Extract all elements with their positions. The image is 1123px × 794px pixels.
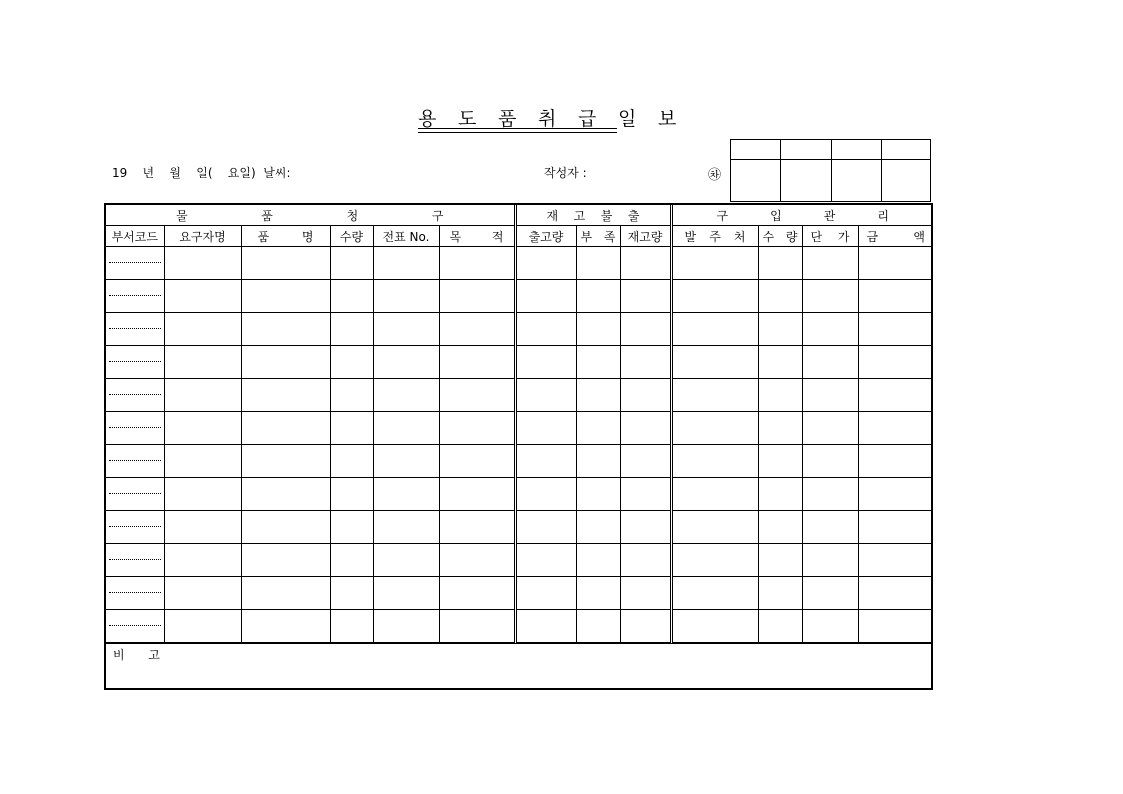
dept-code-cell[interactable] [106, 577, 164, 610]
table-cell[interactable] [620, 511, 671, 544]
table-cell[interactable] [439, 610, 515, 643]
table-row [106, 577, 933, 610]
approval-title-cell [832, 140, 882, 160]
title-char: 도 [458, 108, 477, 130]
table-cell[interactable] [241, 379, 330, 412]
table-cell[interactable] [515, 346, 576, 379]
group-header-row [106, 205, 933, 226]
table-cell[interactable] [620, 478, 671, 511]
table-row [106, 544, 933, 577]
dotted-divider [109, 625, 161, 626]
table-cell[interactable] [858, 247, 933, 280]
table-cell[interactable] [620, 313, 671, 346]
title-char: 품 [498, 108, 517, 130]
report-sheet [104, 203, 933, 690]
table-cell[interactable] [576, 577, 620, 610]
dept-code-cell[interactable] [106, 511, 164, 544]
table-cell[interactable] [671, 280, 758, 313]
table-cell[interactable] [330, 346, 373, 379]
approval-sign-cell[interactable] [832, 160, 882, 201]
table-cell[interactable] [515, 478, 576, 511]
dept-code-cell[interactable] [106, 247, 164, 280]
dept-code-cell[interactable] [106, 610, 164, 643]
approval-sign-cell[interactable] [882, 160, 930, 201]
table-cell[interactable] [515, 610, 576, 643]
table-cell[interactable] [241, 280, 330, 313]
table-cell[interactable] [241, 478, 330, 511]
table-cell[interactable] [164, 478, 241, 511]
col-amount [858, 226, 933, 247]
table-cell[interactable] [164, 379, 241, 412]
col-char: 가 [837, 229, 850, 244]
table-cell[interactable] [515, 379, 576, 412]
group-request [106, 205, 515, 226]
table-cell[interactable] [439, 412, 515, 445]
table-cell[interactable] [241, 511, 330, 544]
table-cell[interactable] [373, 478, 439, 511]
approval-sign-cell[interactable] [731, 160, 781, 201]
col-unit-price [802, 226, 858, 247]
table-cell[interactable] [373, 247, 439, 280]
dept-code-cell[interactable] [106, 445, 164, 478]
col-purpose [439, 226, 515, 247]
table-cell[interactable] [858, 610, 933, 643]
table-cell[interactable] [373, 313, 439, 346]
col-char: 발 [684, 229, 697, 244]
table-cell[interactable] [164, 247, 241, 280]
col-supplier [671, 226, 758, 247]
table-cell[interactable] [515, 445, 576, 478]
table-cell[interactable] [576, 511, 620, 544]
title-char: 급 [578, 108, 597, 130]
table-cell[interactable] [758, 280, 802, 313]
table-cell[interactable] [576, 346, 620, 379]
table-cell[interactable] [802, 379, 858, 412]
approval-sign-cell[interactable] [781, 160, 832, 201]
table-cell[interactable] [576, 313, 620, 346]
table-cell[interactable] [802, 247, 858, 280]
table-cell[interactable] [620, 379, 671, 412]
dotted-divider [109, 526, 161, 527]
approval-title-cell [781, 140, 832, 160]
table-cell[interactable] [164, 346, 241, 379]
table-cell[interactable] [620, 577, 671, 610]
table-cell[interactable] [515, 247, 576, 280]
dept-code-cell[interactable] [106, 346, 164, 379]
seal-mark: ㉷ [708, 168, 722, 183]
table-cell[interactable] [241, 346, 330, 379]
table-cell[interactable] [802, 478, 858, 511]
table-row [106, 511, 933, 544]
column-header-row [106, 226, 933, 247]
table-cell[interactable] [330, 610, 373, 643]
group-char: 출 [627, 208, 640, 223]
dotted-divider [109, 592, 161, 593]
col-char: 량 [785, 229, 798, 244]
table-cell[interactable] [330, 280, 373, 313]
col-char: 액 [913, 229, 926, 244]
table-cell[interactable] [758, 313, 802, 346]
table-cell[interactable] [164, 511, 241, 544]
approval-title-cell [731, 140, 781, 160]
table-cell[interactable] [373, 544, 439, 577]
col-out-qty: 출고량 [515, 226, 576, 247]
table-row [106, 445, 933, 478]
table-cell[interactable] [164, 445, 241, 478]
table-cell[interactable] [576, 610, 620, 643]
title-char: 취 [538, 108, 557, 130]
table-cell[interactable] [164, 280, 241, 313]
table-row [106, 247, 933, 280]
table-cell[interactable] [164, 544, 241, 577]
col-char: 부 [580, 229, 593, 244]
table-cell[interactable] [758, 445, 802, 478]
table-cell[interactable] [241, 544, 330, 577]
table-cell[interactable] [330, 412, 373, 445]
col-char: 처 [733, 229, 746, 244]
table-cell[interactable] [620, 247, 671, 280]
remarks-label: 비 고 [113, 648, 170, 662]
title-char: 용 [418, 108, 437, 130]
col-requester: 요구자명 [164, 226, 241, 247]
table-cell[interactable] [671, 412, 758, 445]
table-cell[interactable] [620, 280, 671, 313]
table-row [106, 610, 933, 643]
group-char: 재 [546, 208, 559, 223]
table-cell[interactable] [439, 313, 515, 346]
dotted-divider [109, 493, 161, 494]
table-cell[interactable] [330, 247, 373, 280]
col-char: 금 [866, 229, 879, 244]
table-cell[interactable] [241, 247, 330, 280]
dotted-divider [109, 460, 161, 461]
table-row [106, 313, 933, 346]
table-cell[interactable] [439, 445, 515, 478]
group-char: 고 [573, 208, 586, 223]
table-cell[interactable] [671, 247, 758, 280]
col-char: 명 [301, 229, 314, 244]
table-cell[interactable] [858, 478, 933, 511]
table-cell[interactable] [515, 280, 576, 313]
table-cell[interactable] [241, 412, 330, 445]
dept-code-cell[interactable] [106, 313, 164, 346]
col-char: 적 [491, 229, 504, 244]
dept-code-cell[interactable] [106, 412, 164, 445]
table-cell[interactable] [802, 346, 858, 379]
title-char: 보 [658, 108, 677, 130]
group-char: 입 [770, 208, 782, 223]
table-cell[interactable] [858, 379, 933, 412]
table-cell[interactable] [330, 577, 373, 610]
table-cell[interactable] [671, 544, 758, 577]
table-cell[interactable] [164, 412, 241, 445]
group-char: 리 [877, 208, 889, 223]
table-cell[interactable] [758, 478, 802, 511]
table-cell[interactable] [439, 379, 515, 412]
table-cell[interactable] [671, 478, 758, 511]
table-cell[interactable] [515, 412, 576, 445]
col-shortage [576, 226, 620, 247]
table-cell[interactable] [439, 544, 515, 577]
col-dept-code: 부서코드 [106, 226, 164, 247]
dept-code-cell[interactable] [106, 544, 164, 577]
col-char: 목 [449, 229, 462, 244]
table-cell[interactable] [802, 511, 858, 544]
table-cell[interactable] [241, 577, 330, 610]
col-char: 단 [810, 229, 823, 244]
col-stock-qty: 재고량 [620, 226, 671, 247]
group-char: 품 [261, 208, 273, 223]
table-cell[interactable] [758, 610, 802, 643]
table-cell[interactable] [330, 445, 373, 478]
table-cell[interactable] [858, 346, 933, 379]
table-cell[interactable] [515, 577, 576, 610]
dept-code-cell[interactable] [106, 379, 164, 412]
date-weather-line: 19 년 월 일( 요일) 날씨: [112, 166, 291, 180]
table-cell[interactable] [439, 478, 515, 511]
table-cell[interactable] [164, 577, 241, 610]
table-cell[interactable] [373, 412, 439, 445]
table-cell[interactable] [620, 544, 671, 577]
table-cell[interactable] [620, 346, 671, 379]
table-cell[interactable] [330, 478, 373, 511]
table-cell[interactable] [802, 280, 858, 313]
table-cell[interactable] [858, 313, 933, 346]
group-char: 물 [176, 208, 188, 223]
table-cell[interactable] [671, 511, 758, 544]
remarks-area[interactable] [106, 643, 931, 692]
table-cell[interactable] [373, 511, 439, 544]
table-cell[interactable] [576, 280, 620, 313]
table-cell[interactable] [671, 577, 758, 610]
table-cell[interactable] [671, 445, 758, 478]
writer-label: 작성자 : [544, 166, 587, 180]
col-item-name [241, 226, 330, 247]
table-cell[interactable] [802, 445, 858, 478]
col-char: 품 [257, 229, 270, 244]
table-cell[interactable] [758, 346, 802, 379]
dotted-divider [109, 262, 161, 263]
col-purchase-qty [758, 226, 802, 247]
report-table [106, 205, 933, 643]
table-cell[interactable] [758, 379, 802, 412]
approval-box [730, 139, 931, 202]
table-cell[interactable] [515, 313, 576, 346]
dept-code-cell[interactable] [106, 280, 164, 313]
table-cell[interactable] [241, 445, 330, 478]
table-cell[interactable] [373, 379, 439, 412]
col-char: 주 [709, 229, 721, 244]
dotted-divider [109, 559, 161, 560]
col-qty: 수량 [330, 226, 373, 247]
table-cell[interactable] [758, 412, 802, 445]
table-cell[interactable] [330, 511, 373, 544]
table-cell[interactable] [576, 247, 620, 280]
table-cell[interactable] [439, 280, 515, 313]
title-char: 일 [618, 108, 637, 130]
table-cell[interactable] [330, 313, 373, 346]
table-cell[interactable] [576, 379, 620, 412]
table-cell[interactable] [620, 610, 671, 643]
dotted-divider [109, 295, 161, 296]
group-char: 구 [716, 208, 729, 223]
table-cell[interactable] [515, 544, 576, 577]
table-cell[interactable] [439, 247, 515, 280]
group-purchase [671, 205, 933, 226]
table-row [106, 280, 933, 313]
table-cell[interactable] [758, 577, 802, 610]
table-cell[interactable] [373, 577, 439, 610]
col-slip-no: 전표 No. [373, 226, 439, 247]
table-cell[interactable] [858, 412, 933, 445]
table-cell[interactable] [515, 511, 576, 544]
table-cell[interactable] [802, 313, 858, 346]
table-cell[interactable] [671, 610, 758, 643]
dept-code-cell[interactable] [106, 478, 164, 511]
group-char: 구 [431, 208, 444, 223]
title-underline [418, 128, 617, 133]
table-cell[interactable] [858, 544, 933, 577]
table-cell[interactable] [241, 313, 330, 346]
table-cell[interactable] [439, 511, 515, 544]
table-cell[interactable] [373, 346, 439, 379]
table-cell[interactable] [671, 346, 758, 379]
table-cell[interactable] [576, 544, 620, 577]
table-row [106, 478, 933, 511]
group-char: 관 [823, 208, 836, 223]
table-row [106, 412, 933, 445]
approval-title-cell [882, 140, 930, 160]
table-cell[interactable] [330, 379, 373, 412]
col-char: 수 [762, 229, 775, 244]
table-cell[interactable] [620, 445, 671, 478]
table-cell[interactable] [758, 511, 802, 544]
col-char: 족 [603, 229, 616, 244]
table-cell[interactable] [576, 412, 620, 445]
table-cell[interactable] [758, 247, 802, 280]
table-cell[interactable] [241, 610, 330, 643]
group-char: 불 [600, 208, 613, 223]
table-cell[interactable] [858, 511, 933, 544]
group-stock [515, 205, 671, 226]
table-cell[interactable] [620, 412, 671, 445]
table-cell[interactable] [164, 610, 241, 643]
table-cell[interactable] [802, 544, 858, 577]
table-cell[interactable] [164, 313, 241, 346]
table-cell[interactable] [671, 379, 758, 412]
table-cell[interactable] [802, 412, 858, 445]
table-cell[interactable] [802, 577, 858, 610]
group-char: 청 [346, 208, 359, 223]
table-row [106, 346, 933, 379]
table-cell[interactable] [373, 280, 439, 313]
table-cell[interactable] [671, 313, 758, 346]
dotted-divider [109, 427, 161, 428]
table-cell[interactable] [373, 445, 439, 478]
dotted-divider [109, 361, 161, 362]
table-cell[interactable] [330, 544, 373, 577]
table-cell[interactable] [802, 610, 858, 643]
table-cell[interactable] [576, 478, 620, 511]
table-cell[interactable] [858, 445, 933, 478]
table-cell[interactable] [439, 577, 515, 610]
table-cell[interactable] [576, 445, 620, 478]
dotted-divider [109, 328, 161, 329]
table-cell[interactable] [439, 346, 515, 379]
table-cell[interactable] [373, 610, 439, 643]
table-row [106, 379, 933, 412]
table-cell[interactable] [858, 280, 933, 313]
dotted-divider [109, 394, 161, 395]
table-cell[interactable] [758, 544, 802, 577]
table-cell[interactable] [858, 577, 933, 610]
